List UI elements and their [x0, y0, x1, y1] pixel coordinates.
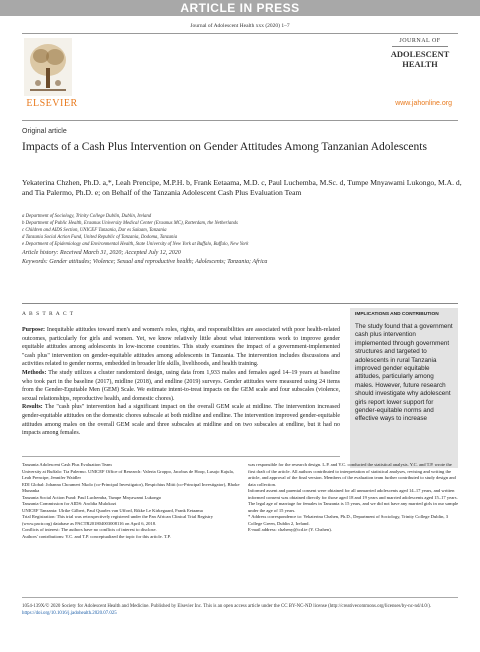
journal-name-line-2: HEALTH [402, 59, 438, 69]
elsevier-tree-logo-icon [24, 38, 72, 96]
footnote-item: Tanzania Social Action Fund: Paul Luchemba, Tumpe Mnyawami Lukongo [22, 494, 162, 500]
results-text: The "cash plus" intervention had a significant impact on the overall GEM scale at midline. The intervention increased gender-equitable attitudes on the domestic chores subscale at both midline and endline. The intervention improved gender-equitable attitudes among males on the overall GEM scale and three subscales at midline and on two subscales at endline, but it had no impacts among females. [22, 404, 340, 437]
footnotes-left-column [22, 462, 240, 540]
history-dates: Article history: Received March 31, 2020; Accepted July 12, 2020 [22, 250, 181, 256]
article-type: Original article [22, 128, 67, 135]
methods-label: Methods: [22, 369, 47, 376]
abstract-methods [22, 369, 340, 403]
footnote-item: UNICEF Tanzania: Ulrike Gilbert, Paul Quarles van Ufford, Rikke Le Kirkegaard, Frank Eetaama [22, 507, 203, 513]
abstract-results [22, 403, 340, 437]
footer-divider [22, 597, 458, 598]
abstract-purpose [22, 326, 340, 369]
article-history [22, 249, 462, 267]
footnote-item: E-mail address: chzheny@tcd.ie (Y. Chzhen). [248, 527, 332, 532]
footnote-item: Tanzania Adolescent Cash Plus Evaluation Team [22, 462, 112, 467]
publisher-name: ELSEVIER [26, 98, 78, 109]
journal-masthead [22, 33, 458, 121]
article-title: Impacts of a Cash Plus Intervention on Gender Attitudes Among Tanzanian Adolescents [22, 141, 427, 153]
affiliation-item: d Tanzania Social Action Fund, United Republic of Tanzania, Dodoma, Tanzania [22, 235, 178, 240]
journal-title-rule [392, 46, 448, 47]
sidebar-text: The study found that a government cash plus intervention implemented through government structures and targeted to adolescents in rural Tanzania improved gender equitable attitudes, particularly among males. However, future research should investigate why adolescent girls report lower support for gender-equitable norms and effective ways to increase [355, 323, 453, 423]
footnote-divider [22, 456, 340, 457]
footnote-item: * Address correspondence to: Yekaterina Chzhen, Ph.D., Department of Sociology, Trinity College Dublin, 3 College Green, Dublin 2, Ireland. [248, 514, 449, 526]
abstract-heading: A B S T R A C T [22, 311, 75, 317]
footnote-item: University at Buffalo: Tia Palermo. UNICEF Office of Research: Valeria Groppo, Jacobus de Hoop, Lusajo Kajula, Leah Prencipe, Jennifer Waidler [22, 468, 234, 480]
footnote-item: EDI Global: Johanna Choumert Nkolo (co-Principal Investigator), Respichius Mitti (co-Principal Investigator), Bhoke Munanka [22, 481, 240, 493]
footnote-item: Authors' contributions: Y.C. and T.P. conceptualized the topic for this article. T.P. [22, 533, 171, 539]
footnotes-right-column [248, 462, 460, 534]
footnote-item: Informed assent and parental consent were obtained for all unmarried adolescents aged 14–17 years, and written informed consent was obtained directly for those aged 18 and 19 years and married adolescents aged 15–17 years. The legal age of marriage for females in Tanzania is 15 years, and we did not have any married girls in our sample under the age of 15 years. [248, 488, 459, 513]
journal-reference: Journal of Adolescent Health xxx (2020) 1–7 [190, 23, 290, 29]
journal-of-label: JOURNAL OF [399, 38, 441, 44]
affiliation-item: e Department of Epidemiology and Environmental Health, State University of New York at Buffalo, Buffalo, New York [22, 242, 249, 247]
section-divider [22, 303, 458, 304]
results-label: Results: [22, 404, 43, 411]
purpose-label: Purpose: [22, 327, 45, 333]
methods-text: The study utilizes a cluster randomized design, using data from 1,933 males and females aged 14–19 years at baseline who took part in the baseline (2017), midline (2018), and endline (2019) surveys. Gender attitudes were measured using 24 items from the Gender-Equitable Men (GEM) Scale. We estimate intent-to-treat impacts on the GEM scale and four subscales (violence, sexual relationships, reproductive health, and domestic chores). [22, 369, 340, 402]
journal-name-line-1: ADOLESCENT [390, 49, 450, 59]
journal-title-box [388, 38, 452, 69]
doi-link[interactable]: https://doi.org/10.1016/j.jadohealth.2020.07.025 [22, 611, 117, 616]
copyright-notice: 1054-139X/© 2020 Society for Adolescent Health and Medicine. Published by Elsevier Inc. This is an open access article under the CC BY-NC-ND license (http://creativecommons.org/licenses/by-nc-nd/4.0/). [22, 604, 432, 609]
footnote-item: Conflicts of interest: The authors have no conflicts of interest to disclose. [22, 527, 157, 532]
affiliation-item: a Department of Sociology, Trinity College Dublin, Dublin, Ireland [22, 214, 152, 219]
implications-sidebar [350, 308, 458, 468]
sidebar-heading: IMPLICATIONS AND CONTRIBUTION [355, 312, 439, 317]
affiliations [22, 213, 462, 248]
author-list: Yekaterina Chzhen, Ph.D. a,*, Leah Prencipe, M.P.H. b, Frank Eetaama, M.D. c, Paul Luchemba, M.Sc. d, Tumpe Mnyawami Lukongo, M.A. d, and Tia Palermo, Ph.D. e; on Behalf of the Tanzania Adolescent Cash Plus Evaluation Team [22, 178, 462, 197]
footnote-item: Tanzania Commission for AIDS: Aroldia Mulokozi [22, 501, 117, 506]
article-in-press-banner: ARTICLE IN PRESS [0, 0, 480, 16]
journal-url-link[interactable]: www.jahonline.org [395, 100, 452, 107]
page-footer [22, 603, 462, 617]
affiliation-item: c Children and AIDS Section, UNICEF Tanzania, Dar es Salaam, Tanzania [22, 228, 167, 233]
purpose-text: Inequitable attitudes toward men's and women's roles, rights, and responsibilities are associated with poor health-related outcomes, particularly for girls and women. Yet, we know relatively little about what interventions work to improve gender equitable attitudes among adolescents in low-income countries. This study examines the impact of a government-implemented "cash plus" intervention on gender-equitable attitudes among adolescents in Tanzania. The intervention includes discussions and activities related to gender norms, embedded in broader life skills, livelihoods, and health training. [22, 327, 340, 368]
footnote-item: Trial Registration: This trial was retrospectively registered under the Pan African Clinical Trial Registry (www.pactr.org) database as PACTR201804003008116 on April 6, 2018. [22, 514, 213, 526]
abstract-body [22, 326, 340, 438]
keywords: Keywords: Gender attitudes; Violence; Sexual and reproductive health; Adolescents; Tanzania; Africa [22, 259, 268, 265]
footnote-item: was responsible for the research design. L.P. and Y.C. conducted the statistical analysis. Y.C. and T.P. wrote the first draft of the article. All authors contributed to interpretation of statistical analyses, revising and writing the article, and approval of the final version. Members of the evaluation team further contributed to study design and data collection. [248, 462, 456, 487]
affiliation-item: b Department of Public Health, Erasmus University Medical Center (Erasmus MC), Rotterdam, the Netherlands [22, 221, 238, 226]
